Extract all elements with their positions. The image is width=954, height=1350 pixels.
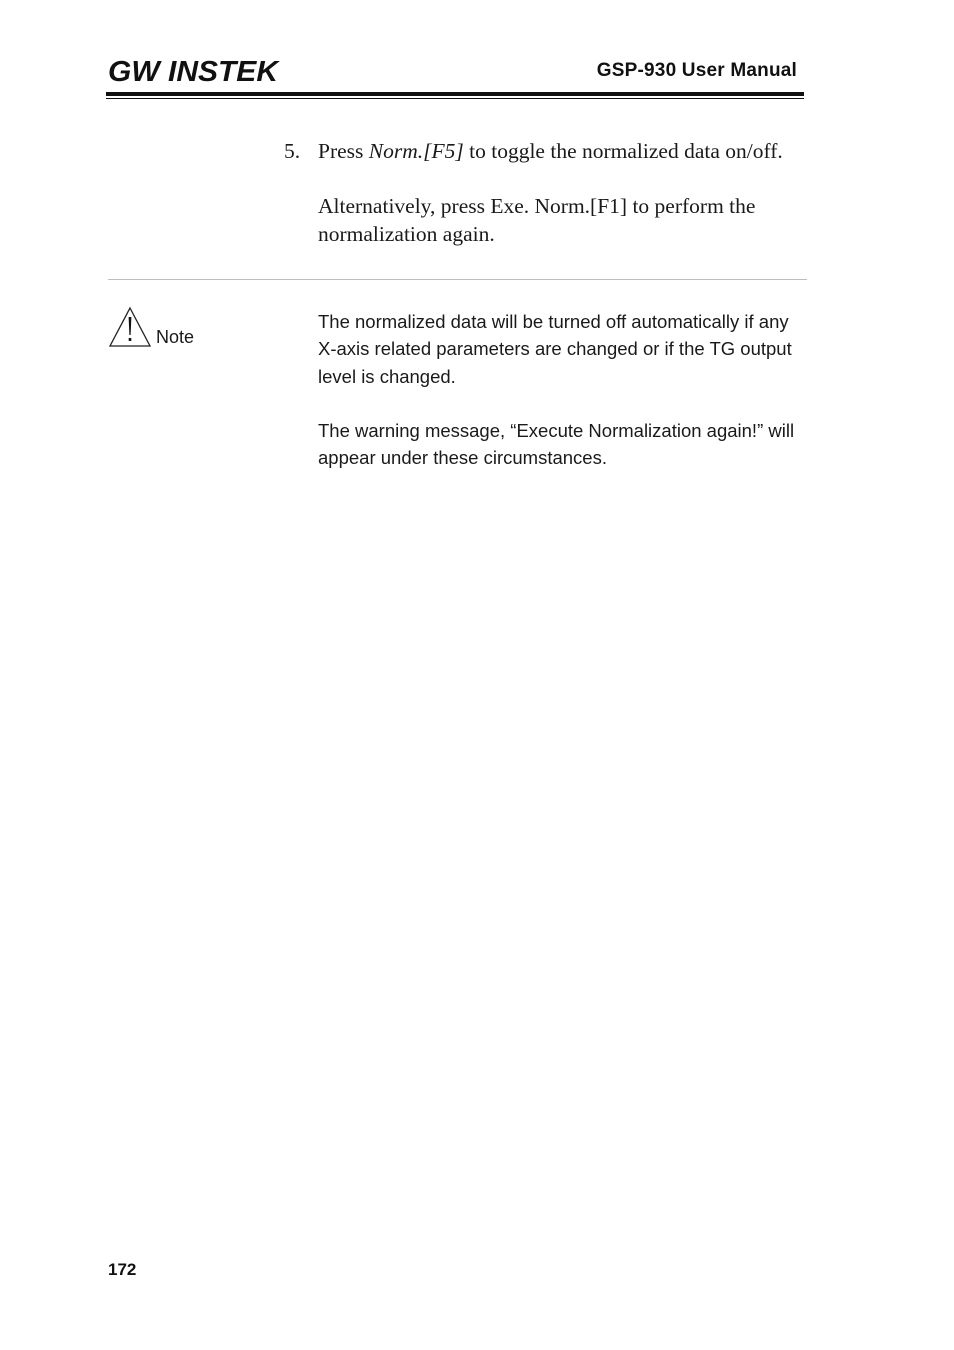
header-rule-thick [106, 92, 804, 96]
step-number: 5. [284, 139, 301, 163]
note-paragraph: The warning message, “Execute Normalization again!” will appear under these circumstances. [318, 419, 795, 469]
header-rule-thin [106, 98, 804, 99]
gw-instek-logo [108, 56, 280, 86]
step-toggle-text: to toggle the normalized data on/off. [463, 139, 783, 163]
step-5 [284, 137, 804, 248]
step-instruction [318, 137, 804, 165]
manual-title: GSP-930 User Manual [596, 60, 797, 81]
note-paragraph: The normalized data will be turned off automatically if any X-axis related parameters are changed or if the TG output level is changed. [318, 311, 792, 387]
brand-text: GW INSTEK [108, 56, 280, 86]
step-alternative: Alternatively, press Exe. Norm.[F1] to perform the normalization again. [318, 194, 756, 246]
step-body [318, 137, 804, 248]
note-label [108, 306, 194, 348]
note-body [318, 308, 798, 498]
step-press-text: Press [318, 139, 369, 163]
warning-icon [108, 306, 152, 348]
page-number: 172 [108, 1260, 137, 1279]
section-divider [108, 279, 807, 280]
note-label-text: Note [156, 327, 195, 347]
norm-key-label: Norm.[F5] [368, 139, 464, 163]
